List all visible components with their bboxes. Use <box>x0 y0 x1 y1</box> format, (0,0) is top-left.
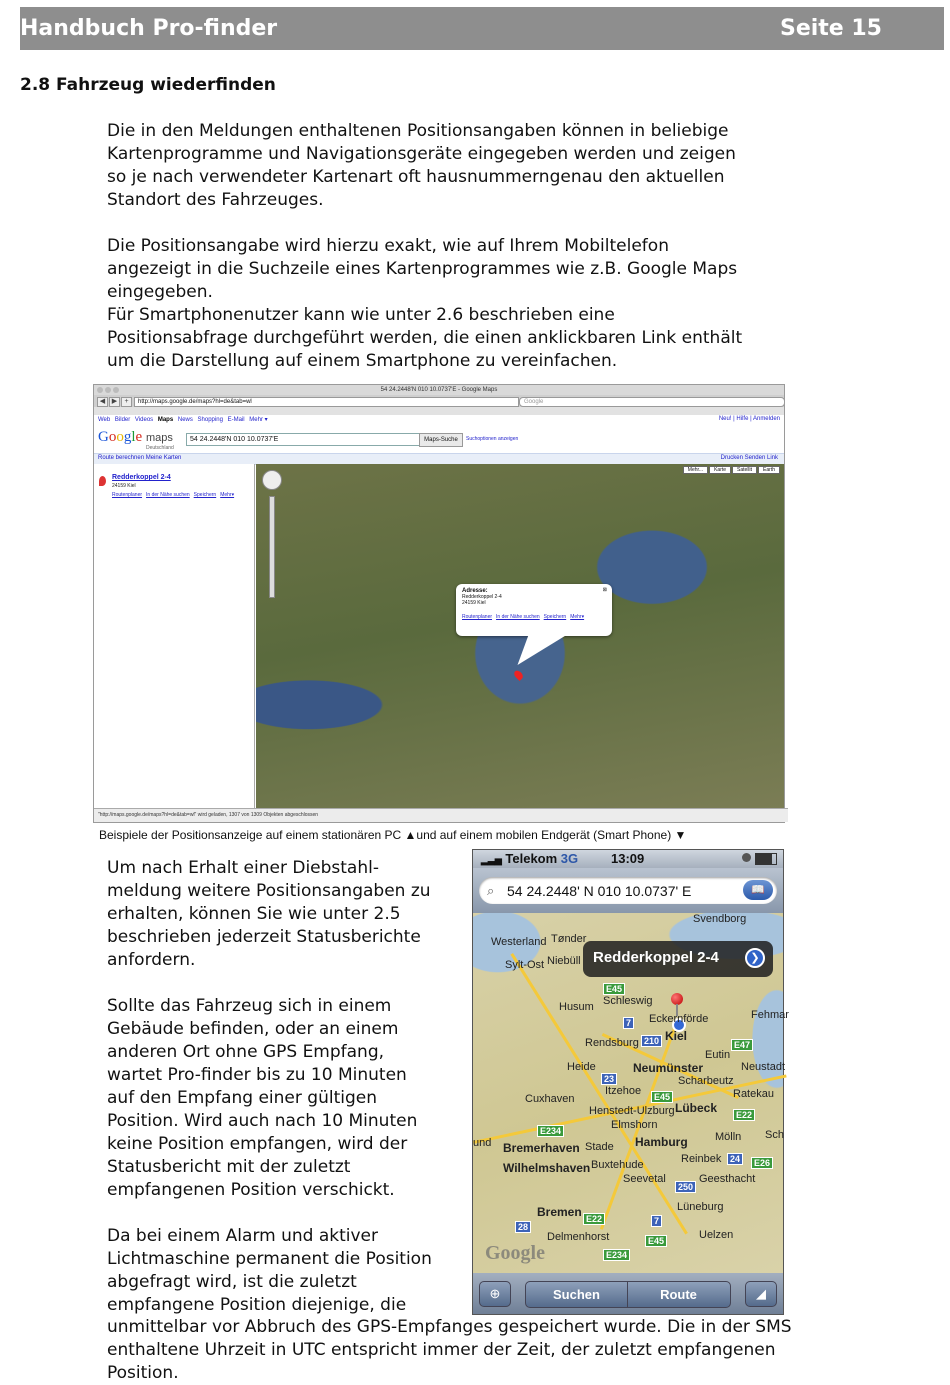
disclosure-icon[interactable]: ❯ <box>745 948 765 968</box>
road-shield: E45 <box>603 983 625 995</box>
signal-icon: ▂▃▅ <box>481 855 502 865</box>
city-label: Westerland <box>491 936 547 948</box>
locate-icon[interactable]: ⊕ <box>479 1281 511 1307</box>
bubble-links <box>462 614 606 620</box>
browser-toolbar <box>94 395 784 407</box>
map-type-mehr[interactable]: Mehr... <box>683 466 708 474</box>
map-type-controls <box>682 466 780 474</box>
map-type-satellit[interactable]: Satellit <box>732 466 757 474</box>
figure-caption: Beispiele der Positionsanzeige auf einem stationären PC ▲und auf einem mobilen Endgerät (Smart Phone) ▼ <box>99 828 687 842</box>
phone-map[interactable] <box>473 913 789 1273</box>
city-label: Tønder <box>551 933 587 945</box>
road-shield: E234 <box>603 1249 630 1261</box>
manual-title: Handbuch Pro-finder <box>20 16 278 41</box>
city-label: Uelzen <box>699 1229 734 1241</box>
zoom-slider[interactable] <box>269 496 275 598</box>
city-label: Scharbeutz <box>678 1075 734 1087</box>
route-my-maps-links[interactable]: Route berechnen Meine Karten <box>98 455 182 461</box>
city-label: Sylt-Ost <box>505 959 545 971</box>
add-tab-icon[interactable]: + <box>121 397 132 407</box>
pan-control-icon[interactable] <box>262 470 282 490</box>
info-bubble <box>456 584 612 636</box>
link-news[interactable]: News <box>177 417 193 423</box>
place-callout[interactable] <box>583 941 773 977</box>
city-label: Lübeck <box>675 1101 718 1115</box>
city-label: Sch <box>765 1129 784 1141</box>
user-links[interactable]: Neu! | Hilfe | Anmelden <box>718 416 780 422</box>
phone-status-bar <box>473 850 783 868</box>
road-shield: 7 <box>651 1215 662 1227</box>
city-label: Heide <box>567 1061 596 1073</box>
browser-status-bar: "http://maps.google.de/maps?hl=de&tab=wl" wird geladen, 1307 von 1309 Objekten abgeschlossen <box>94 808 788 822</box>
city-label: Delmenhorst <box>547 1231 610 1243</box>
city-label: Buxtehude <box>591 1159 644 1171</box>
logo-subtitle: Deutschland <box>146 445 174 451</box>
road-shield: 28 <box>515 1221 531 1233</box>
result-title-link[interactable]: Redderkoppel 2-4 <box>112 474 171 481</box>
close-icon[interactable]: ⊠ <box>602 587 607 593</box>
browser-search-field[interactable]: Google <box>519 397 785 407</box>
city-label: Kiel <box>665 1029 688 1043</box>
road-shield: 210 <box>641 1035 662 1047</box>
paragraph-7: unmittelbar vor Abbruch des GPS-Empfanges gespeichert wurde. Die in der SMS enthaltene Uhrzeit in UTC entspricht immer der Zeit, der zuletzt empfangenen Position. <box>107 1317 792 1383</box>
save-link[interactable]: Speichern <box>193 492 217 498</box>
section-title: 2.8 Fahrzeug wiederfinden <box>20 75 276 95</box>
results-panel <box>94 464 255 808</box>
page-header <box>20 7 944 50</box>
link-bilder[interactable]: Bilder <box>114 417 131 423</box>
bookmarks-icon[interactable]: 📖 <box>743 880 773 900</box>
city-label: Fehmar <box>751 1009 789 1021</box>
phone-toolbar <box>473 1273 783 1314</box>
network-label: 3G <box>560 851 579 866</box>
google-top-links <box>98 416 271 423</box>
bubble-title: Adresse: <box>462 588 488 594</box>
window-title: 54 24.2448'N 010 10.0737'E - Google Maps <box>380 387 498 393</box>
segment-suchen[interactable]: Suchen <box>526 1282 628 1307</box>
bubble-save-link[interactable]: Speichern <box>543 614 567 620</box>
city-label: Stade <box>585 1141 614 1153</box>
phone-search-query: 54 24.2448' N 010 10.0737' E <box>507 883 692 899</box>
city-label: Henstedt-Ulzburg <box>589 1105 675 1117</box>
city-label: Wilhelmshaven <box>503 1161 591 1175</box>
rotation-lock-icon <box>742 853 751 862</box>
city-label: Husum <box>559 1001 594 1013</box>
road-shield: E22 <box>733 1109 755 1121</box>
result-marker-icon <box>99 476 106 486</box>
google-watermark: Google <box>485 1242 545 1264</box>
bubble-route-link[interactable]: Routenplaner <box>462 614 493 620</box>
city-label: Bremen <box>537 1205 582 1219</box>
bubble-street: Redderkoppel 2-4 <box>462 594 502 600</box>
road-shield: E234 <box>537 1125 564 1137</box>
more-link[interactable]: Mehr▾ <box>220 492 235 498</box>
city-label: Hamburg <box>635 1135 688 1149</box>
paragraph-3: Für Smartphonenutzer kann wie unter 2.6 beschrieben eine Positionsabfrage durchgeführt werden, die einen anklickbaren Link enthält um die Darstellung auf einem Smartphone zu vereinfachen. <box>107 305 743 371</box>
road-shield: 250 <box>675 1181 696 1193</box>
city-label: Eckernförde <box>649 1013 709 1025</box>
city-label: und <box>473 1137 492 1149</box>
phone-search-bar <box>473 868 783 913</box>
paragraph-6: Da bei einem Alarm und aktiver Lichtmaschine permanent die Position abgefragt wird, ist die zuletzt empfangene Position diejenige, die <box>107 1226 432 1315</box>
smartphone-screenshot <box>472 849 789 1315</box>
road-shield: E45 <box>651 1091 673 1103</box>
map-type-karte[interactable]: Karte <box>709 466 731 474</box>
road-shield: 7 <box>623 1017 634 1029</box>
phone-search-input[interactable] <box>479 877 777 904</box>
bookmarks-bar <box>94 407 784 415</box>
city-label: Mölln <box>715 1131 742 1143</box>
location-marker-icon[interactable] <box>512 669 524 681</box>
phone-clock: 13:09 <box>611 851 645 866</box>
browser-nav <box>97 397 133 407</box>
page-number: Seite 15 <box>779 16 882 41</box>
city-label: Elmshorn <box>611 1119 658 1131</box>
link-mehr[interactable]: Mehr ▾ <box>249 417 268 423</box>
paragraph-2: Die Positionsangabe wird hierzu exakt, wie auf Ihrem Mobiltelefon angezeigt in die Suchzeile eines Kartenprogrammes wie z.B. Google Maps eingegeben. <box>107 236 738 302</box>
result-links <box>112 492 238 498</box>
city-label: Svendborg <box>693 913 747 925</box>
carrier-label: ▂▃▅ Telekom 3G <box>481 851 579 866</box>
print-send-link[interactable]: Drucken Senden Link <box>720 455 778 461</box>
segment-route[interactable]: Route <box>660 1287 697 1302</box>
map-type-earth[interactable]: Earth <box>758 466 780 474</box>
nearby-link[interactable]: In der Nähe suchen <box>146 492 190 498</box>
url-bar[interactable]: http://maps.google.de/maps?hl=de&tab=wl <box>134 397 519 407</box>
result-address: 24159 Kiel <box>112 483 136 489</box>
city-label: Niebüll <box>547 955 581 967</box>
city-label: Neumünster <box>633 1061 704 1075</box>
google-maps-logo[interactable]: Google maps <box>98 429 173 445</box>
route-link[interactable]: Routenplaner <box>112 492 143 498</box>
road-shield: E45 <box>645 1235 667 1247</box>
bubble-city: 24159 Kiel <box>462 600 486 606</box>
city-label: Ratekau <box>733 1088 774 1100</box>
road-shield: 23 <box>601 1073 617 1085</box>
callout-label: Redderkoppel 2-4 <box>593 949 719 966</box>
city-label: Reinbek <box>681 1153 722 1165</box>
link-maps[interactable]: Maps <box>157 417 174 423</box>
link-email[interactable]: E-Mail <box>227 417 245 423</box>
city-label: Seevetal <box>623 1173 666 1185</box>
city-label: Itzehoe <box>605 1085 642 1097</box>
bubble-more-link[interactable]: Mehr▾ <box>570 614 585 620</box>
maps-search-button[interactable]: Maps-Suche <box>419 433 463 447</box>
link-web[interactable]: Web <box>98 417 111 423</box>
back-icon[interactable]: ◀ <box>97 397 108 407</box>
bubble-nearby-link[interactable]: In der Nähe suchen <box>496 614 540 620</box>
city-label: Bremerhaven <box>503 1141 580 1155</box>
page-curl-icon[interactable]: ◢ <box>745 1281 777 1307</box>
city-label: Lüneburg <box>677 1201 724 1213</box>
search-icon: ⌕ <box>487 883 495 898</box>
maps-search-input[interactable]: 54 24.2448'N 010 10.0737'E <box>186 433 421 446</box>
city-label: Rendsburg <box>585 1037 639 1049</box>
city-label: Schleswig <box>603 995 653 1007</box>
desktop-browser-screenshot <box>93 384 785 823</box>
link-videos[interactable]: Videos <box>134 417 154 423</box>
paragraph-4: Um nach Erhalt einer Diebstahl-meldung weitere Positionsangaben zu erhalten, können Sie wie unter 2.5 beschrieben jederzeit Statusberichte anfordern. <box>107 858 431 970</box>
paragraph-1: Die in den Meldungen enthaltenen Positionsangaben können in beliebige Kartenprogramme und Navigationsgeräte eingegeben werden und zeigen so je nach verwendeter Kartenart oft hausnummerngenau den aktuellen Standort des Fahrzeuges. <box>107 121 736 210</box>
road-shield: E22 <box>583 1213 605 1225</box>
city-label: Eutin <box>705 1049 731 1061</box>
road-shield: 24 <box>727 1153 743 1165</box>
city-label: Geesthacht <box>699 1173 756 1185</box>
paragraph-5: Sollte das Fahrzeug sich in einem Gebäude befinden, oder an einem anderen Ort ohne GPS Empfang, wartet Pro-finder bis zu 10 Minuten auf den Empfang einer gültigen Position. Wird auch nach 10 Minuten keine Position empfangen, wird der Statusbericht mit der zuletzt empfangenen Position verschickt. <box>107 996 418 1200</box>
road-shield: E47 <box>731 1039 753 1051</box>
search-options-link[interactable]: Suchoptionen anzeigen <box>466 436 519 442</box>
zoom-control[interactable] <box>262 470 280 598</box>
mode-segmented-control <box>525 1281 731 1308</box>
forward-icon[interactable]: ▶ <box>109 397 120 407</box>
city-label: Cuxhaven <box>525 1093 575 1105</box>
battery-icon <box>755 853 777 865</box>
city-label: Neustadt <box>741 1061 786 1073</box>
satellite-map[interactable] <box>256 464 784 808</box>
bubble-pointer <box>507 635 566 665</box>
road-shield: E26 <box>751 1157 773 1169</box>
link-shopping[interactable]: Shopping <box>197 417 223 423</box>
browser-titlebar <box>94 385 784 395</box>
